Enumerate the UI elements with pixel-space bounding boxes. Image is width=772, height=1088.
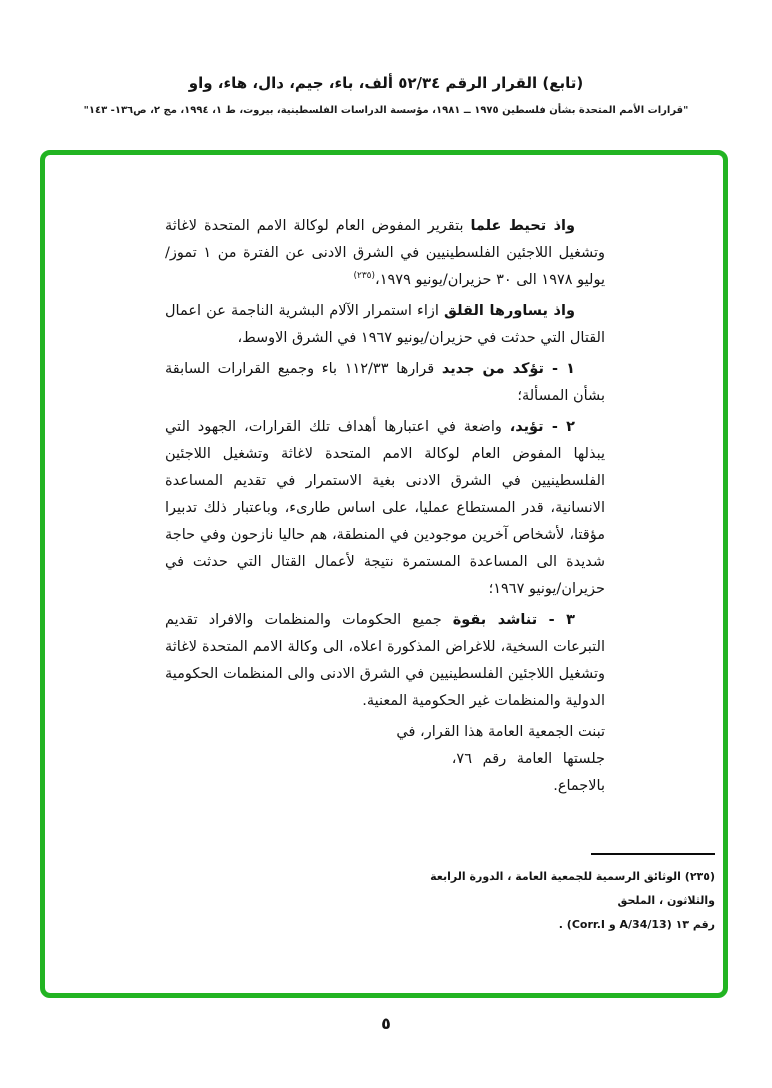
page-number: ٥ xyxy=(381,1014,391,1033)
adoption-line: بالاجماع. xyxy=(553,778,605,794)
content-frame xyxy=(40,150,728,998)
paragraph-text: واضعة في اعتبارها أهداف تلك القرارات، الجهود التي يبذلها المفوض العام لوكالة الامم المتحدة لاغاثة وتشغيل اللاجئين الفلسطينيين في الشرق الادنى بغية الاستمرار في تقديم المساعدة الانسانية، قدر المستطاع عمليا، على اساس طارىء، وباعتبار ذلك تدبيرا مؤقتا، لأشخاص آخرين موجودين في المنطقة، هم حاليا نازحون وفي حاجة شديدة الى المساعدة المستمرة نتيجة لأعمال القتال التي حدثت في حزيران/يونيو ١٩٦٧؛ xyxy=(165,419,605,597)
paragraph-lead: ١ - تؤكد من جديد xyxy=(441,361,575,377)
paragraph-operative-1 xyxy=(165,356,605,410)
paragraph-lead: ٣ - تناشد بقوة xyxy=(452,612,576,628)
footnote-line: (٢٣٥) الوثائق الرسمية للجمعية العامة ، الدورة الرابعة والثلاثون ، الملحق xyxy=(430,870,715,907)
paragraph-lead: واذ تحيط علما xyxy=(470,218,575,234)
source-citation: "قرارات الأمم المتحدة بشأن فلسطين ١٩٧٥ ــ ١٩٨١، مؤسسة الدراسات الفلسطينية، بيروت، ط ١، ١٩٩٤، مج ٢، ص١٣٦- ١٤٣" xyxy=(83,105,689,116)
paragraph-text: ازاء استمرار الآلام البشرية الناجمة عن اعمال القتال التي حدثت في حزيران/يونيو ١٩٦٧ في الشرق الاوسط، xyxy=(165,303,605,346)
adoption-note xyxy=(165,719,605,800)
adoption-line: جلستها العامة رقم ٧٦، xyxy=(451,751,605,767)
paragraph-lead: ٢ - تؤيد، xyxy=(509,419,575,435)
resolution-title: (تابع) القرار الرقم ٥٢/٣٤ ألف، باء، جيم، دال، هاء، واو xyxy=(188,74,584,92)
paragraph-lead: واذ يساورها القلق xyxy=(444,303,575,319)
paragraph-preamble-2 xyxy=(165,298,605,352)
footnote-marker: (٢٣٥) xyxy=(353,271,376,282)
paragraph-text: قرارها ١١٢/٣٣ باء وجميع القرارات السابقة بشأن المسألة؛ xyxy=(165,361,605,404)
adoption-line: تبنت الجمعية العامة هذا القرار، في xyxy=(396,724,605,740)
paragraph-operative-2 xyxy=(165,414,605,603)
footnote-divider xyxy=(591,853,715,855)
page-header xyxy=(0,74,772,116)
resolution-body xyxy=(165,213,605,800)
paragraph-preamble-1 xyxy=(165,213,605,294)
paragraph-text: بتقرير المفوض العام لوكالة الامم المتحدة لاغاثة وتشغيل اللاجئين الفلسطينيين في الشرق الادنى عن الفترة من ١ تموز/ يوليو ١٩٧٨ الى ٣٠ حزيران/يونيو ١٩٧٩، xyxy=(165,218,606,288)
paragraph-operative-3 xyxy=(165,607,605,715)
footnote-block xyxy=(403,853,715,937)
paragraph-text: جميع الحكومات والمنظمات والافراد تقديم التبرعات السخية، للاغراض المذكورة اعلاه، الى وكالة الامم المتحدة لاغاثة وتشغيل اللاجئين الفلسطينيين في الشرق الادنى والى المنظمات الحكومية الدولية والمنظمات غير الحكومية المعنية. xyxy=(165,612,605,709)
footnote-line: رقم ١٣ (A/34/13 و Corr.I) . xyxy=(558,918,715,931)
